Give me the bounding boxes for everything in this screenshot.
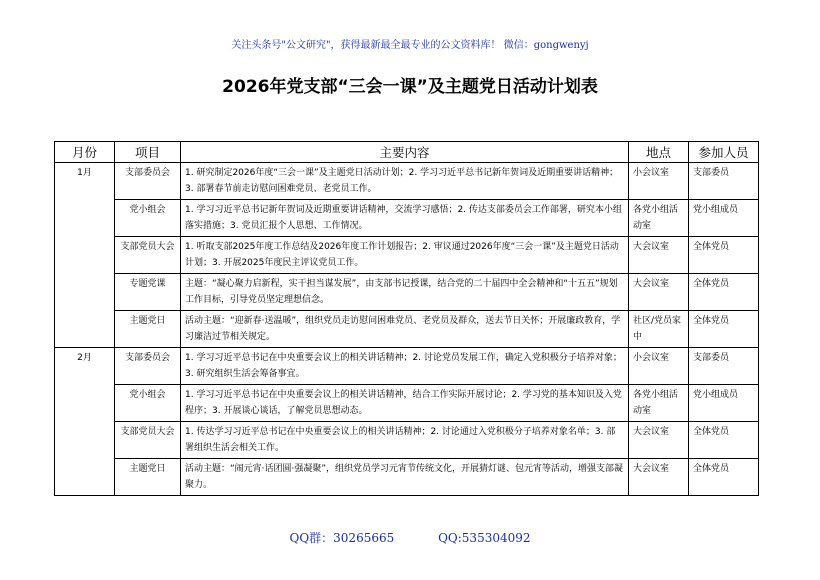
people-cell: 全体党员: [689, 459, 759, 496]
content-cell: 1. 传达学习习近平总书记在中央重要会议上的相关讲话精神；2. 讨论通过入党积极分子培养对象名单；3. 部署组织生活会相关工作。: [181, 422, 629, 459]
place-cell: 各党小组活动室: [629, 200, 689, 237]
place-cell: 大会议室: [629, 459, 689, 496]
header-month: 月份: [55, 142, 115, 163]
table-row: [55, 200, 759, 237]
table-header-row: [55, 142, 759, 163]
place-cell: 社区/党员家中: [629, 311, 689, 348]
place-cell: 小会议室: [629, 163, 689, 200]
content-cell: 1. 学习习近平总书记在中央重要会议上的相关讲话精神，结合工作实际开展讨论；2. 学习党的基本知识及入党程序；3. 开展谈心谈话，了解党员思想动态。: [181, 385, 629, 422]
table-row: [55, 163, 759, 200]
table-row: [55, 237, 759, 274]
table-row: [55, 422, 759, 459]
item-cell: 党小组会: [115, 385, 181, 422]
people-cell: 支部委员: [689, 348, 759, 385]
item-cell: 支部党员大会: [115, 237, 181, 274]
footer-qq: QQ:535304092: [438, 531, 531, 545]
document-title: 2026年党支部“三会一课”及主题党日活动计划表: [222, 77, 598, 97]
people-cell: 党小组成员: [689, 200, 759, 237]
table-row: [55, 348, 759, 385]
header-note: 关注头条号"公文研究"，获得最新最全最专业的公文资料库！ 微信：gongwenyj: [231, 40, 589, 51]
item-cell: 支部委员会: [115, 348, 181, 385]
place-cell: 小会议室: [629, 348, 689, 385]
month-cell: 1月: [55, 163, 115, 348]
content-cell: 1. 学习习近平总书记在中央重要会议上的相关讲话精神；2. 讨论党员发展工作，确定入党积极分子培养对象；3. 研究组织生活会筹备事宜。: [181, 348, 629, 385]
content-cell: 活动主题：“闹元宵·话团圆·强凝聚”，组织党员学习元宵节传统文化，开展猜灯谜、包元宵等活动，增强支部凝聚力。: [181, 459, 629, 496]
item-cell: 主题党日: [115, 311, 181, 348]
content-cell: 1. 听取支部2025年度工作总结及2026年度工作计划报告；2. 审议通过2026年度“三会一课”及主题党日活动计划；3. 开展2025年度民主评议党员工作。: [181, 237, 629, 274]
table-row: [55, 274, 759, 311]
people-cell: 全体党员: [689, 274, 759, 311]
content-cell: 主题：“凝心聚力启新程，实干担当谋发展”，由支部书记授课，结合党的二十届四中全会精神和“十五五”规划工作目标，引导党员坚定理想信念。: [181, 274, 629, 311]
item-cell: 支部党员大会: [115, 422, 181, 459]
people-cell: 党小组成员: [689, 385, 759, 422]
item-cell: 主题党日: [115, 459, 181, 496]
place-cell: 大会议室: [629, 274, 689, 311]
place-cell: 大会议室: [629, 237, 689, 274]
footer-qq-group: QQ群：30265665: [289, 531, 395, 545]
month-cell: 2月: [55, 348, 115, 496]
people-cell: 全体党员: [689, 422, 759, 459]
people-cell: 支部委员: [689, 163, 759, 200]
plan-table: [54, 141, 759, 496]
content-cell: 活动主题：“迎新春·送温暖”，组织党员走访慰问困难党员、老党员及群众，送去节日关怀；开展廉政教育，学习廉洁过节相关规定。: [181, 311, 629, 348]
item-cell: 支部委员会: [115, 163, 181, 200]
header-place: 地点: [629, 142, 689, 163]
header-content: 主要内容: [181, 142, 629, 163]
header-people: 参加人员: [689, 142, 759, 163]
content-cell: 1. 学习习近平总书记新年贺词及近期重要讲话精神，交流学习感悟；2. 传达支部委员会工作部署，研究本小组落实措施；3. 党员汇报个人思想、工作情况。: [181, 200, 629, 237]
item-cell: 专题党课: [115, 274, 181, 311]
people-cell: 全体党员: [689, 237, 759, 274]
header-item: 项目: [115, 142, 181, 163]
content-cell: 1. 研究制定2026年度“三会一课”及主题党日活动计划；2. 学习习近平总书记新年贺词及近期重要讲话精神；3. 部署春节前走访慰问困难党员、老党员工作。: [181, 163, 629, 200]
place-cell: 大会议室: [629, 422, 689, 459]
table-row: [55, 459, 759, 496]
table-row: [55, 385, 759, 422]
item-cell: 党小组会: [115, 200, 181, 237]
table-row: [55, 311, 759, 348]
place-cell: 各党小组活动室: [629, 385, 689, 422]
footer: [0, 529, 820, 546]
people-cell: 全体党员: [689, 311, 759, 348]
